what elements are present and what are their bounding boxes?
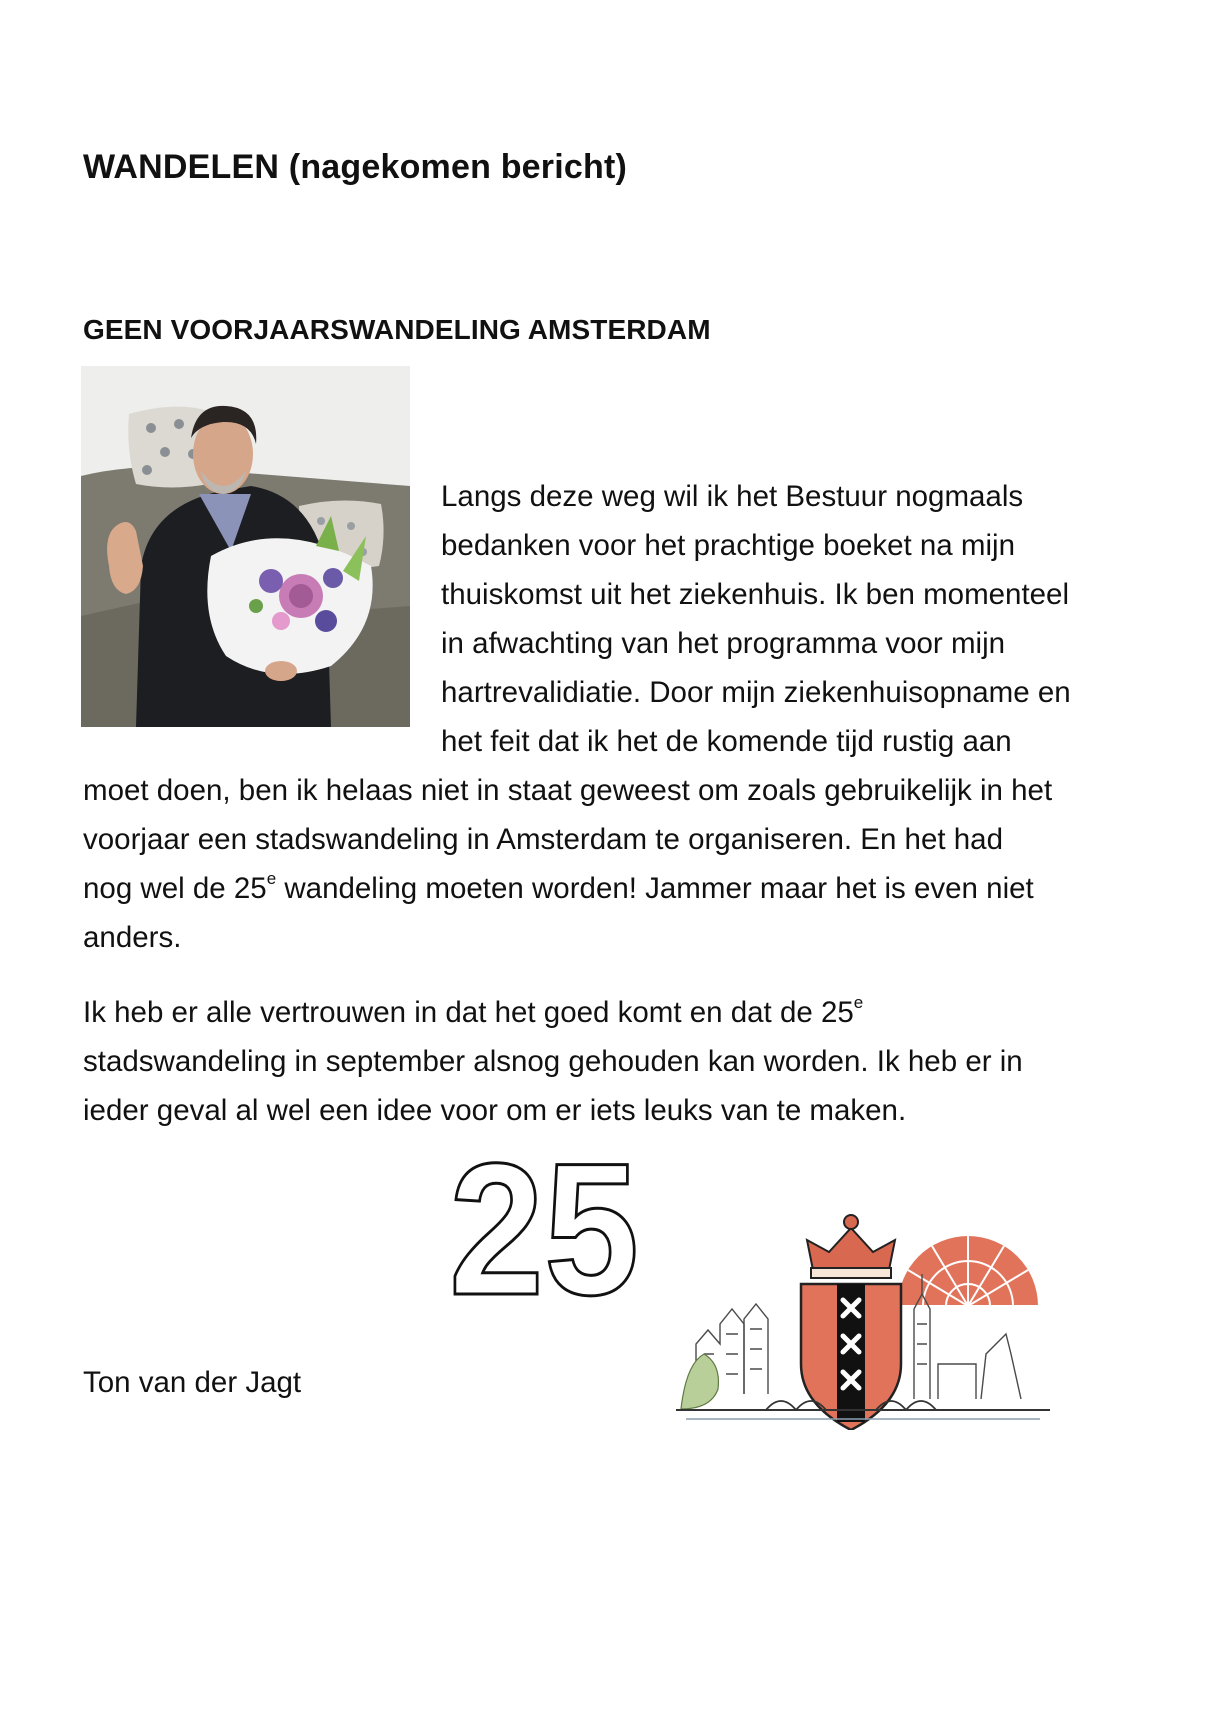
author-signature: Ton van der Jagt: [83, 1366, 302, 1399]
text-line: in afwachting van het programma voor mijn: [441, 627, 1006, 660]
paragraph-intro-continued: [83, 766, 1163, 962]
text-line: bedanken voor het prachtige boeket na mijn: [441, 529, 1015, 562]
anniversary-25-outline: [446, 1148, 642, 1304]
man-with-bouquet-photo: [81, 366, 410, 727]
paragraph-confidence: [83, 988, 1163, 1135]
text-line: stadswandeling in september alsnog gehouden kan worden. Ik heb er in: [83, 1045, 1023, 1078]
text-line: anders.: [83, 921, 182, 954]
svg-text:25: 25: [449, 1148, 639, 1304]
text-line: ieder geval al wel een idee voor om er iets leuks van te maken.: [83, 1094, 907, 1127]
text-line: thuiskomst uit het ziekenhuis. Ik ben momenteel: [441, 578, 1070, 611]
text-line: nog wel de 25e wandeling moeten worden! Jammer maar het is even niet: [83, 869, 1034, 905]
text-line: voorjaar een stadswandeling in Amsterdam te organiseren. En het had: [83, 823, 1003, 856]
page-title: WANDELEN (nagekomen bericht): [83, 148, 627, 186]
text-line: moet doen, ben ik helaas niet in staat geweest om zoals gebruikelijk in het: [83, 774, 1053, 807]
amsterdam-coat-of-arms-logo: [676, 1214, 1050, 1430]
paragraph-intro: [441, 472, 1161, 766]
text-line: Ik heb er alle vertrouwen in dat het goed komt en dat de 25e: [83, 993, 864, 1029]
section-heading: GEEN VOORJAARSWANDELING AMSTERDAM: [83, 314, 711, 345]
text-line: hartrevalidiatie. Door mijn ziekenhuisopname en: [441, 676, 1071, 709]
text-line: Langs deze weg wil ik het Bestuur nogmaals: [441, 480, 1024, 513]
text-line: het feit dat ik het de komende tijd rustig aan: [441, 725, 1012, 758]
